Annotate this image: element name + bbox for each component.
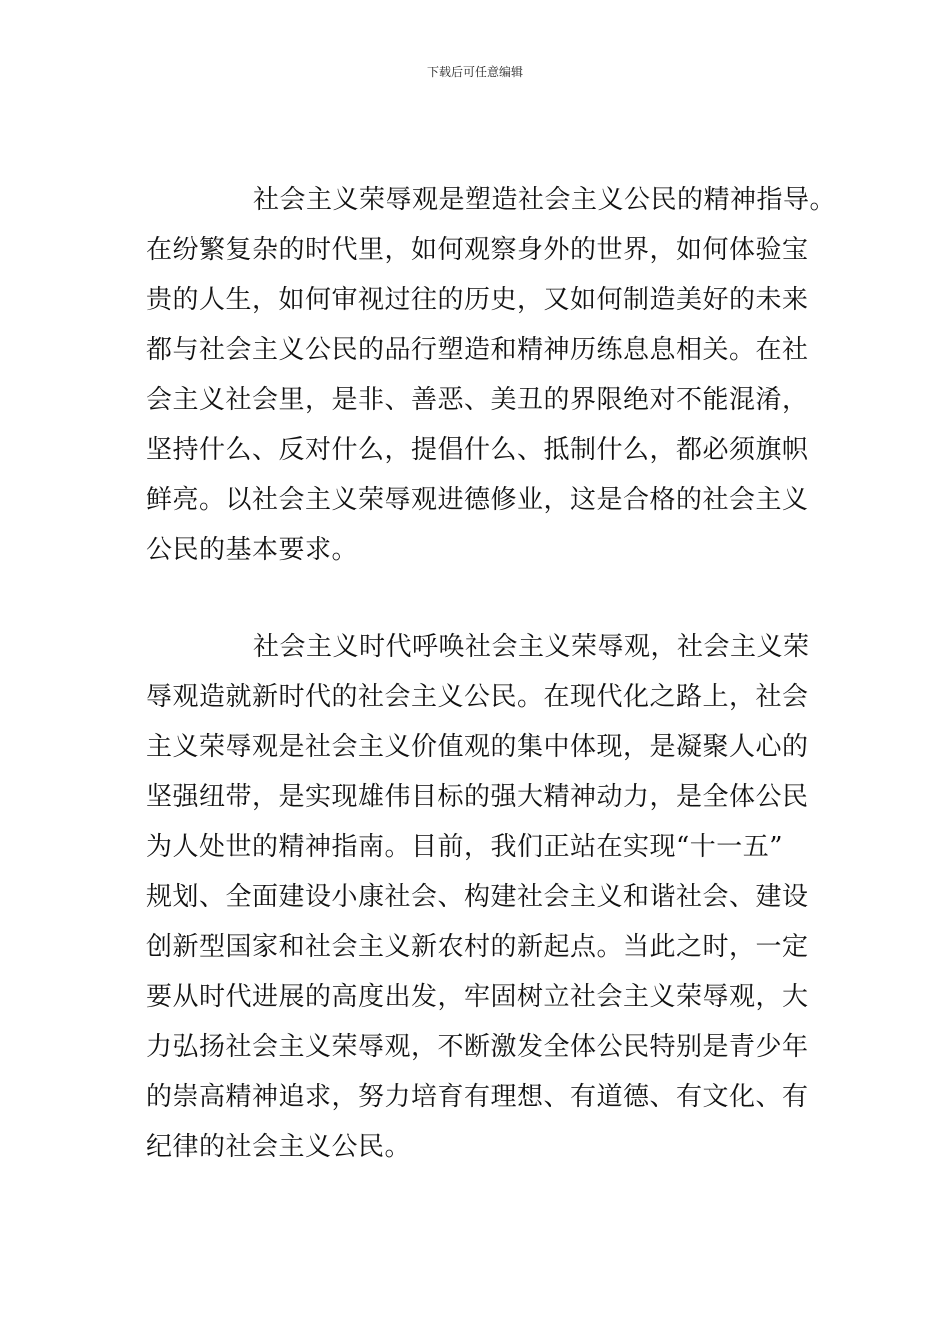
- paragraph-line: 在纷繁复杂的时代里，如何观察身外的世界，如何体验宝: [146, 235, 809, 265]
- paragraph-line: 鲜亮。以社会主义荣辱观进德修业，这是合格的社会主义: [146, 485, 809, 515]
- paragraph-line: 力弘扬社会主义荣辱观，不断激发全体公民特别是青少年: [146, 1032, 809, 1062]
- paragraph-line: 坚强纽带，是实现雄伟目标的强大精神动力，是全体公民: [146, 782, 809, 812]
- paragraph-line: 创新型国家和社会主义新农村的新起点。当此之时，一定: [146, 932, 809, 962]
- paragraph-line: 纪律的社会主义公民。: [146, 1132, 412, 1162]
- paragraph-line: 社会主义荣辱观是塑造社会主义公民的精神指导。: [253, 185, 837, 215]
- paragraph-line: 规划、全面建设小康社会、构建社会主义和谐社会、建设: [146, 882, 809, 912]
- paragraph-line: 坚持什么、反对什么，提倡什么、抵制什么，都必须旗帜: [146, 435, 809, 465]
- paragraph-line: 为人处世的精神指南。目前，我们正站在实现“十一五”: [146, 832, 784, 862]
- paragraph-line: 的崇高精神追求，努力培育有理想、有道德、有文化、有: [146, 1082, 809, 1112]
- paragraph-line: 要从时代进展的高度出发，牢固树立社会主义荣辱观，大: [146, 982, 809, 1012]
- page-header: 下载后可任意编辑: [426, 65, 523, 79]
- paragraph-line: 辱观造就新时代的社会主义公民。在现代化之路上，社会: [146, 682, 809, 712]
- paragraph-line: 社会主义时代呼唤社会主义荣辱观，社会主义荣: [253, 632, 810, 662]
- paragraph-line: 主义荣辱观是社会主义价值观的集中体现，是凝聚人心的: [146, 732, 809, 762]
- paragraph-line: 公民的基本要求。: [146, 535, 359, 565]
- paragraph-line: 都与社会主义公民的品行塑造和精神历练息息相关。在社: [146, 335, 809, 365]
- paragraph-2: [146, 622, 810, 1172]
- paragraph-line: 会主义社会里，是非、善恶、美丑的界限绝对不能混淆，: [146, 385, 809, 415]
- paragraph-line: 贵的人生，如何审视过往的历史，又如何制造美好的未来: [146, 285, 809, 315]
- paragraph-1: [146, 175, 837, 575]
